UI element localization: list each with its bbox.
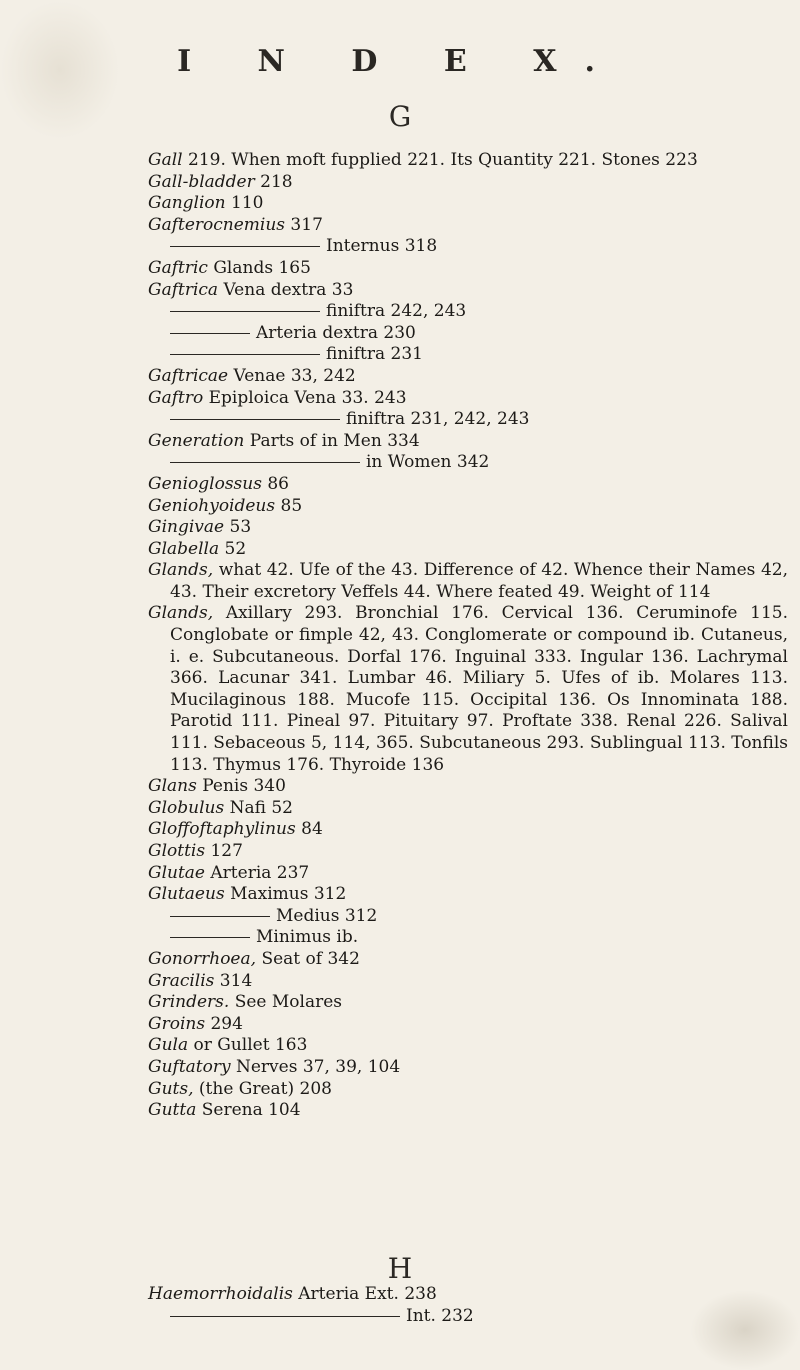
index-entry: Gracilis 314 — [148, 970, 253, 991]
index-subentry: Medius 312 — [148, 906, 788, 928]
index-entry: Gaftricae Venae 33, 242 — [148, 365, 356, 386]
index-entry: Glottis 127 — [148, 841, 243, 861]
index-entry: Gall 219. When moft fupplied 221. Its Quantity 221. Stones 223 — [148, 150, 698, 170]
index-entry: Generation Parts of in Men 334 — [148, 430, 420, 451]
index-entry: Gloffoftaphylinus 84 — [148, 819, 323, 840]
ditto-dash — [170, 354, 320, 355]
index-entry: Haemorrhoidalis Arteria Ext. 238 — [148, 1284, 437, 1304]
index-entry: Gutta Serena 104 — [148, 1100, 301, 1121]
index-subentry: finiftra 231, 242, 243 — [148, 409, 788, 431]
section-g-entries — [148, 150, 788, 1122]
ditto-dash — [170, 419, 340, 420]
section-letter-h: H — [387, 1252, 413, 1285]
index-entry: Glabella 52 — [148, 538, 247, 559]
index-subentry: Internus 318 — [148, 236, 788, 258]
ditto-dash — [170, 333, 250, 334]
index-subentry: Int. 232 — [148, 1306, 788, 1328]
ditto-dash — [170, 1316, 400, 1317]
index-entry: Gafterocnemius 317 — [148, 214, 323, 235]
index-entry: Geniohyoideus 85 — [148, 495, 303, 516]
index-subentry: Minimus ib. — [148, 927, 788, 949]
index-subentry: finiftra 242, 243 — [148, 301, 788, 323]
index-entry: Grinders. See Molares — [148, 992, 342, 1013]
section-letter-g: G — [388, 100, 412, 133]
index-entry: Glutae Arteria 237 — [148, 862, 310, 883]
ditto-dash — [170, 311, 320, 312]
index-subentry: finiftra 231 — [148, 344, 788, 366]
ditto-dash — [170, 937, 250, 938]
running-head: I N D E X. — [177, 44, 623, 79]
index-entry: Glands, Axillary 293. Bronchial 176. Cervical 136. Ceruminofe 115. Conglobate or fimple 42, 43. Conglomerate or compound ib. Cutaneus, i. e. Subcutaneous. Dorfal 176. Inguinal 333. Ingular 136. Lachrymal 366. Lacunar 341. Lumbar 46. Miliary 5. Ufes of ib. Molares 113. Mucilaginous 188. Mucofe 115. Occipital 136. Os Innominata 188. Parotid 111. Pineal 97. Pituitary 97. Proftate 338. Renal 226. Salival 111. Sebaceous 5, 114, 365. Subcutaneous 293. Sublingual 113. Tonfils 113. Thymus 176. Thyroide 136 — [148, 603, 788, 775]
index-entry: Guftatory Nerves 37, 39, 104 — [148, 1056, 401, 1077]
index-entry: Glans Penis 340 — [148, 776, 286, 797]
index-subentry: in Women 342 — [148, 452, 788, 474]
section-h-entries — [148, 1284, 788, 1327]
index-entry: Gonorrhoea, Seat of 342 — [148, 948, 360, 969]
index-entry: Ganglion 110 — [148, 193, 264, 214]
ditto-dash — [170, 916, 270, 917]
index-entry: Gall-bladder 218 — [148, 171, 293, 192]
index-subentry: Arteria dextra 230 — [148, 323, 788, 345]
index-entry: Glands, what 42. Ufe of the 43. Difference of 42. Whence their Names 42, 43. Their excretory Veffels 44. Where feated 49. Weight of 114 — [148, 560, 788, 602]
index-entry: Gingivae 53 — [148, 517, 252, 538]
index-entry: Groins 294 — [148, 1013, 243, 1034]
index-entry: Gaftrica Vena dextra 33 — [148, 279, 354, 300]
ditto-dash — [170, 246, 320, 247]
ditto-dash — [170, 462, 360, 463]
index-entry: Genioglossus 86 — [148, 473, 289, 494]
index-entry: Gaftric Glands 165 — [148, 257, 311, 278]
index-entry: Guts, (the Great) 208 — [148, 1078, 332, 1099]
index-entry: Globulus Nafi 52 — [148, 797, 293, 818]
index-entry: Glutaeus Maximus 312 — [148, 884, 347, 905]
index-entry: Gula or Gullet 163 — [148, 1035, 308, 1056]
index-entry: Gaftro Epiploica Vena 33. 243 — [148, 387, 407, 408]
